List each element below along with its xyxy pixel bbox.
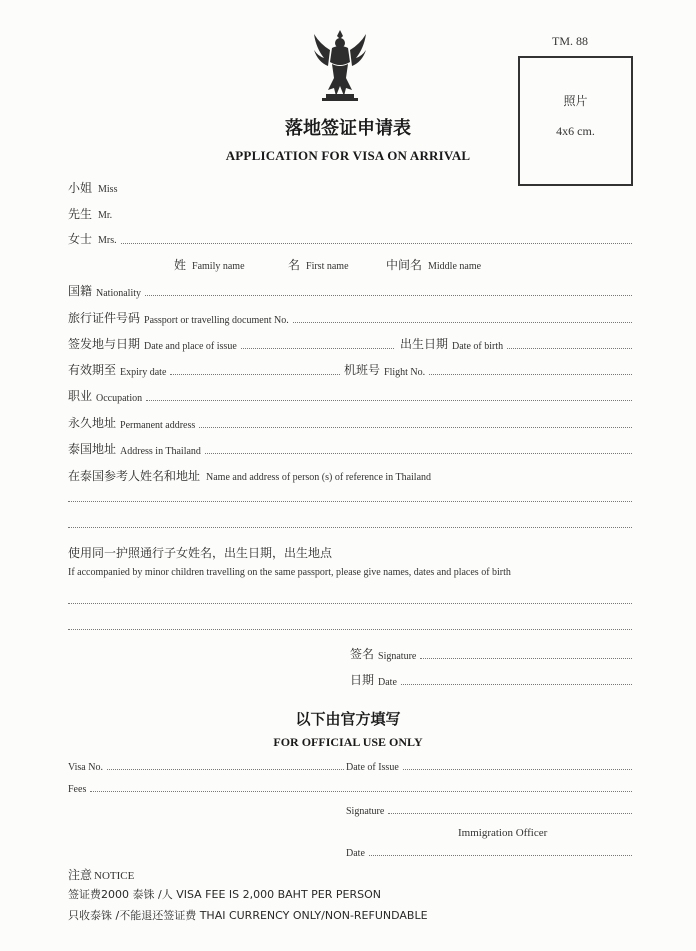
- family-name-caption: 姓 Family name: [174, 258, 245, 272]
- salutation-mrs[interactable]: 女士 Mrs.: [68, 232, 117, 246]
- occupation-field[interactable]: 职业 Occupation: [68, 387, 632, 404]
- photo-size: 4x6 cm.: [556, 124, 595, 138]
- title-zh: 落地签证申请表: [285, 118, 411, 139]
- officer-signature-field[interactable]: Signature: [346, 806, 632, 817]
- notice-fee: 签证费2000 泰铢 /人 VISA FEE IS 2,000 BAHT PER PERSON: [68, 888, 381, 901]
- reference-label: 在泰国参考人姓名和地址 Name and address of person (s) of reference in Thailand: [68, 469, 432, 483]
- first-name-caption: 名 First name: [288, 258, 349, 272]
- official-title-zh: 以下由官方填写: [295, 710, 401, 728]
- issue-field[interactable]: 签发地与日期 Date and place of issue: [68, 335, 394, 352]
- nationality-field[interactable]: 国籍 Nationality: [68, 282, 632, 299]
- middle-name-caption: 中间名 Middle name: [386, 258, 482, 272]
- dob-field[interactable]: 出生日期 Date of birth: [400, 335, 632, 352]
- notice-heading: 注意 NOTICE: [68, 868, 135, 882]
- passport-field[interactable]: 旅行证件号码 Passport or travelling document No.: [68, 309, 632, 326]
- date-of-issue-field[interactable]: Date of Issue: [346, 762, 632, 773]
- reference-line[interactable]: [68, 490, 632, 504]
- date-field[interactable]: 日期 Date: [350, 671, 632, 688]
- garuda-emblem: [312, 28, 368, 104]
- photo-label: 照片: [563, 94, 588, 108]
- reference-line[interactable]: [68, 516, 632, 530]
- salutation-miss[interactable]: 小姐 Miss: [68, 181, 118, 195]
- name-field[interactable]: [68, 230, 632, 247]
- notice-currency: 只收泰铢 /不能退还签证费 THAI CURRENCY ONLY/NON-REFUNDABLE: [68, 909, 428, 922]
- flight-field[interactable]: 机班号 Flight No.: [344, 361, 632, 378]
- fees-field[interactable]: Fees: [68, 784, 632, 795]
- children-line[interactable]: [68, 618, 632, 632]
- title-en: APPLICATION FOR VISA ON ARRIVAL: [225, 148, 471, 163]
- thailand-address-field[interactable]: 泰国地址 Address in Thailand: [68, 440, 632, 457]
- children-label-en: If accompanied by minor children travelling on the same passport, please give names, dates and places of birth: [68, 567, 511, 578]
- signature-field[interactable]: 签名 Signature: [350, 645, 632, 662]
- immigration-officer-label: Immigration Officer: [458, 827, 548, 839]
- form-code: TM. 88: [552, 34, 588, 48]
- visa-no-field[interactable]: Visa No.: [68, 762, 344, 773]
- permanent-address-field[interactable]: 永久地址 Permanent address: [68, 414, 632, 431]
- children-label-zh: 使用同一护照通行子女姓名，出生日期，出生地点: [68, 546, 333, 560]
- children-line[interactable]: [68, 592, 632, 606]
- expiry-field[interactable]: 有效期至 Expiry date: [68, 361, 340, 378]
- official-title-en: FOR OFFICIAL USE ONLY: [273, 735, 423, 749]
- salutation-mr[interactable]: 先生 Mr.: [68, 207, 113, 221]
- official-date-field[interactable]: Date: [346, 848, 632, 859]
